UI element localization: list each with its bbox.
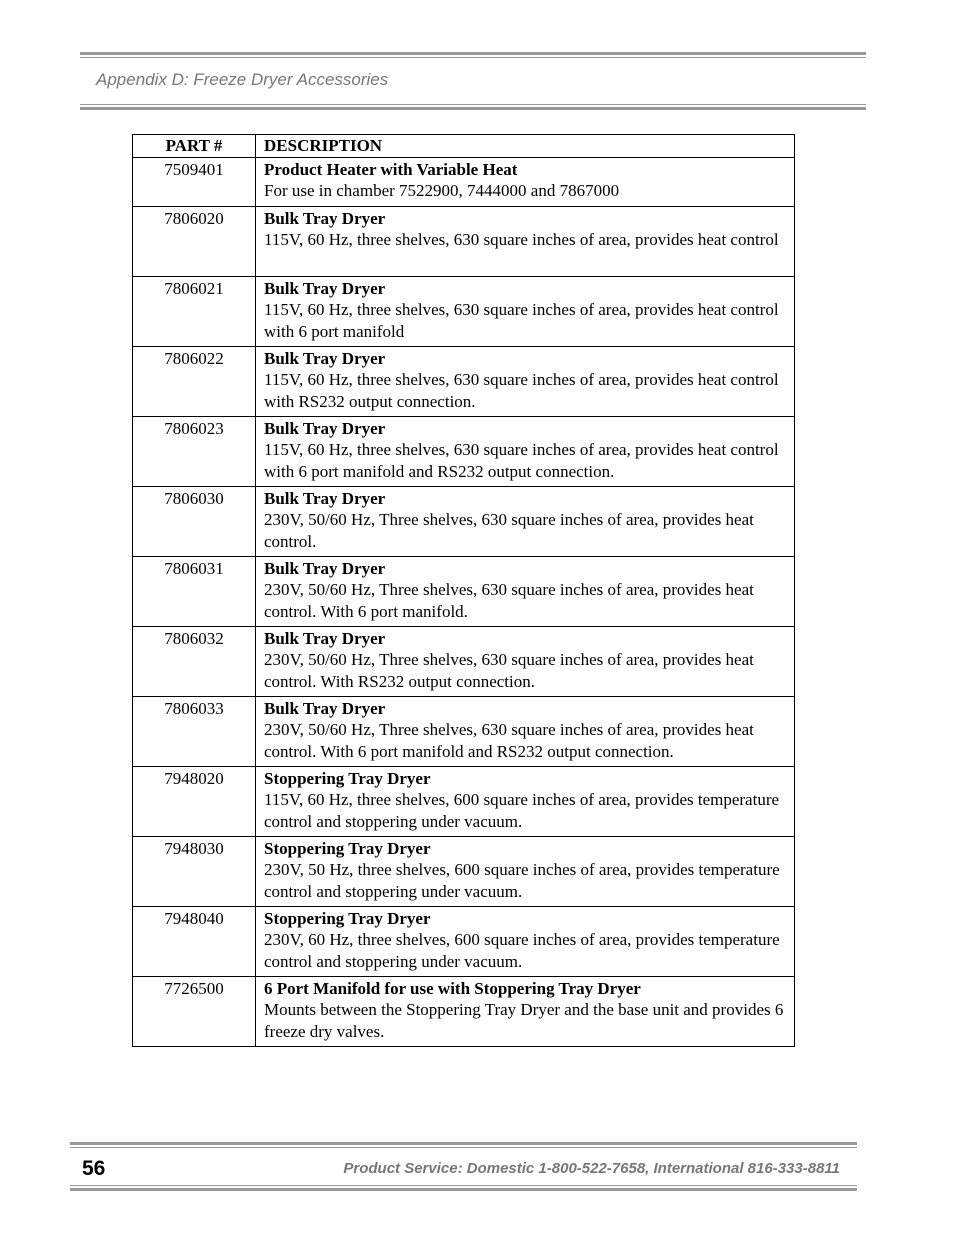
table-row <box>133 157 795 206</box>
item-name: Bulk Tray Dryer <box>264 558 386 578</box>
description-cell <box>256 556 795 626</box>
header-rule-bottom-thin <box>80 104 866 105</box>
item-name: Bulk Tray Dryer <box>264 348 386 368</box>
item-name: Bulk Tray Dryer <box>264 208 386 228</box>
table-row <box>133 486 795 556</box>
footer-rule-bottom-thin <box>70 1185 857 1186</box>
item-name: 6 Port Manifold for use with Stoppering Tray Dryer <box>264 978 641 998</box>
item-detail: 115V, 60 Hz, three shelves, 600 square inches of area, provides temperature control and stoppering under vacuum. <box>264 790 780 831</box>
header-rule-bottom <box>80 107 866 110</box>
item-detail: 230V, 50/60 Hz, Three shelves, 630 square inches of area, provides heat control. <box>264 510 754 551</box>
item-name: Bulk Tray Dryer <box>264 278 386 298</box>
item-detail: 115V, 60 Hz, three shelves, 630 square inches of area, provides heat control <box>264 230 779 249</box>
item-detail: 230V, 60 Hz, three shelves, 600 square inches of area, provides temperature control and stoppering under vacuum. <box>264 930 780 971</box>
item-name: Product Heater with Variable Heat <box>264 159 518 179</box>
table-row <box>133 906 795 976</box>
item-name: Stoppering Tray Dryer <box>264 768 431 788</box>
item-detail: 230V, 50/60 Hz, Three shelves, 630 square inches of area, provides heat control. With 6 port manifold and RS232 output connection. <box>264 720 754 761</box>
table-row <box>133 696 795 766</box>
description-cell <box>256 276 795 346</box>
footer-rule-bottom <box>70 1188 857 1191</box>
description-cell <box>256 626 795 696</box>
part-number: 7948040 <box>133 906 256 976</box>
part-number: 7806022 <box>133 346 256 416</box>
item-detail: 115V, 60 Hz, three shelves, 630 square inches of area, provides heat control with 6 port manifold <box>264 300 779 341</box>
table-header-row <box>133 135 795 158</box>
description-cell <box>256 696 795 766</box>
table-row <box>133 976 795 1046</box>
part-number: 7726500 <box>133 976 256 1046</box>
part-number: 7806031 <box>133 556 256 626</box>
part-number: 7806021 <box>133 276 256 346</box>
table-row <box>133 836 795 906</box>
item-name: Bulk Tray Dryer <box>264 418 386 438</box>
column-header-part: PART # <box>133 135 256 158</box>
table-row <box>133 626 795 696</box>
part-number: 7509401 <box>133 157 256 206</box>
item-detail: 115V, 60 Hz, three shelves, 630 square inches of area, provides heat control with 6 port manifold and RS232 output connection. <box>264 440 779 481</box>
part-number: 7948030 <box>133 836 256 906</box>
accessories-table <box>132 134 795 1047</box>
description-cell <box>256 206 795 276</box>
item-detail: 230V, 50/60 Hz, Three shelves, 630 square inches of area, provides heat control. With 6 port manifold. <box>264 580 754 621</box>
item-name: Bulk Tray Dryer <box>264 698 386 718</box>
description-cell <box>256 486 795 556</box>
description-cell <box>256 906 795 976</box>
page-header-title: Appendix D: Freeze Dryer Accessories <box>96 70 389 89</box>
description-cell <box>256 157 795 206</box>
item-detail: 230V, 50 Hz, three shelves, 600 square inches of area, provides temperature control and stoppering under vacuum. <box>264 860 780 901</box>
description-cell <box>256 416 795 486</box>
footer-rule-top <box>70 1142 857 1145</box>
footer-contact: Product Service: Domestic 1-800-522-7658, International 816-333-8811 <box>343 1160 840 1177</box>
item-name: Bulk Tray Dryer <box>264 628 386 648</box>
column-header-description: DESCRIPTION <box>256 135 795 158</box>
part-number: 7806023 <box>133 416 256 486</box>
table-row <box>133 556 795 626</box>
header-rule-top-thin <box>80 57 866 58</box>
page-number: 56 <box>82 1157 106 1180</box>
table-row <box>133 766 795 836</box>
table-row <box>133 276 795 346</box>
description-cell <box>256 346 795 416</box>
part-number: 7948020 <box>133 766 256 836</box>
item-detail: Mounts between the Stoppering Tray Dryer and the base unit and provides 6 freeze dry valves. <box>264 1000 784 1041</box>
item-detail: For use in chamber 7522900, 7444000 and 7867000 <box>264 181 620 200</box>
header-rule-top <box>80 52 866 55</box>
item-detail: 115V, 60 Hz, three shelves, 630 square inches of area, provides heat control with RS232 output connection. <box>264 370 779 411</box>
item-name: Stoppering Tray Dryer <box>264 908 431 928</box>
table-row <box>133 416 795 486</box>
description-cell <box>256 976 795 1046</box>
item-name: Bulk Tray Dryer <box>264 488 386 508</box>
table-row <box>133 346 795 416</box>
table-row <box>133 206 795 276</box>
footer-rule-top-thin <box>70 1147 857 1148</box>
part-number: 7806020 <box>133 206 256 276</box>
item-detail: 230V, 50/60 Hz, Three shelves, 630 square inches of area, provides heat control. With RS232 output connection. <box>264 650 754 691</box>
part-number: 7806032 <box>133 626 256 696</box>
description-cell <box>256 766 795 836</box>
part-number: 7806030 <box>133 486 256 556</box>
part-number: 7806033 <box>133 696 256 766</box>
description-cell <box>256 836 795 906</box>
item-name: Stoppering Tray Dryer <box>264 838 431 858</box>
